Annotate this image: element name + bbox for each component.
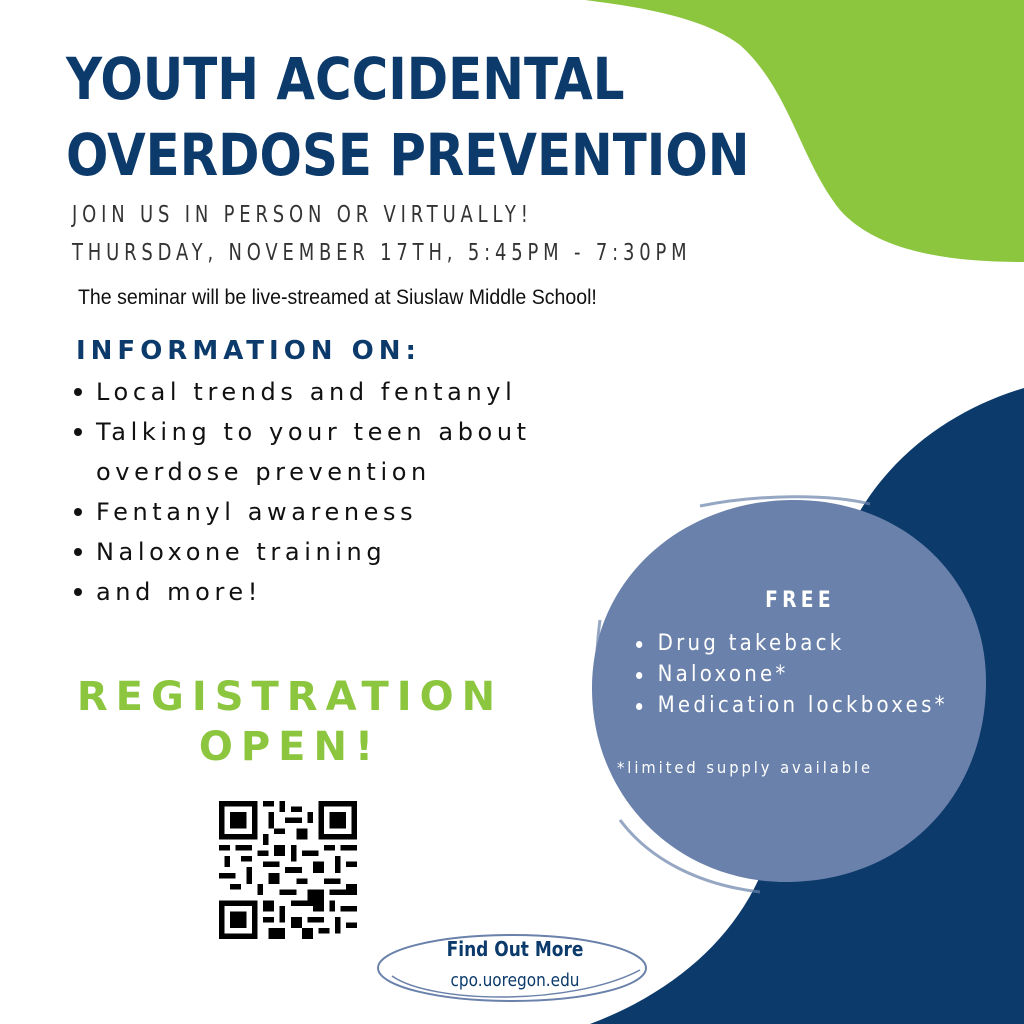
bullet-icon: [636, 641, 642, 648]
bullet-icon: [74, 508, 82, 516]
bullet-icon: [74, 388, 82, 396]
title-line-1: YOUTH ACCIDENTAL: [66, 45, 625, 113]
subtitle-line-2: THURSDAY, NOVEMBER 17TH, 5:45PM - 7:30PM: [72, 240, 692, 266]
list-item: Naloxone*: [636, 659, 948, 690]
find-out-more-link[interactable]: Find Out More: [446, 937, 584, 961]
registration-line-1: REGISTRATION: [76, 674, 504, 720]
registration-line-2: OPEN!: [198, 724, 382, 770]
livestream-note: The seminar will be live-streamed at Siuslaw Middle School!: [78, 286, 597, 309]
qr-code-icon[interactable]: [219, 801, 357, 939]
list-item: Fentanyl awareness: [72, 492, 531, 532]
bullet-icon: [74, 588, 82, 596]
list-item: Medication lockboxes*: [636, 690, 948, 721]
information-list: [72, 372, 531, 612]
list-item: Naloxone training: [72, 532, 531, 572]
free-heading: FREE: [765, 588, 835, 613]
list-item: Talking to your teen about: [72, 412, 531, 452]
bullet-icon: [74, 428, 82, 436]
list-item-continuation: overdose prevention: [96, 458, 431, 486]
bullet-icon: [636, 672, 642, 679]
bullet-icon: [636, 703, 642, 710]
free-list: [636, 628, 982, 721]
subtitle-line-1: JOIN US IN PERSON OR VIRTUALLY!: [72, 202, 533, 228]
list-item: Drug takeback: [636, 628, 948, 659]
list-item: Local trends and fentanyl: [72, 372, 531, 412]
bullet-icon: [74, 548, 82, 556]
website-link[interactable]: cpo.uoregon.edu: [450, 970, 580, 991]
list-item: and more!: [72, 572, 531, 612]
limited-supply-note: *limited supply available: [617, 758, 874, 777]
information-heading: INFORMATION ON:: [76, 336, 421, 366]
title-line-2: OVERDOSE PREVENTION: [66, 121, 750, 189]
